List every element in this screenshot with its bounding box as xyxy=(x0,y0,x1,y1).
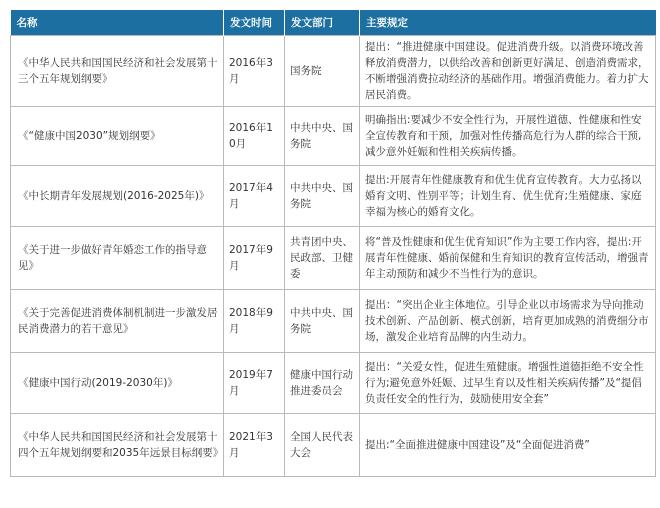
cell-content: 提出：“突出企业主体地位。引导企业以市场需求为导向推动技术创新、产品创新、模式创新，培育更加成熟的消费细分市场，激发企业培育品牌的内生动力。 xyxy=(360,290,656,353)
cell-date: 2021年3月 xyxy=(224,414,285,477)
cell-content: 将“普及性健康和优生优育知识”作为主要工作内容，提出:开展青年性健康、婚前保健和生育知识的教育宣传活动，增强青年主动预防和减少不当性行为的意识。 xyxy=(360,227,656,290)
cell-content: 明确指出:要减少不安全性行为，开展性道德、性健康和性安全宣传教育和干预，加强对性传播高危行为人群的综合干预,减少意外妊娠和性相关疾病传播。 xyxy=(360,107,656,166)
policy-table xyxy=(10,10,656,477)
table-row xyxy=(11,36,656,107)
cell-content: 提出:“全面推进健康中国建设”及“全面促进消费” xyxy=(360,414,656,477)
policy-table-container xyxy=(10,10,655,477)
cell-dept: 中共中央、国务院 xyxy=(285,107,360,166)
cell-content: 提出：“关爱女性，促进生殖健康。增强性道德拒绝不安全性行为;避免意外妊娠、过早生育以及性相关疾病传播”及“提倡负责任安全的性行为，鼓励使用安全套” xyxy=(360,353,656,414)
cell-date: 2018年9月 xyxy=(224,290,285,353)
table-row xyxy=(11,107,656,166)
header-date: 发文时间 xyxy=(224,10,285,36)
cell-date: 2017年9月 xyxy=(224,227,285,290)
cell-name: 《中长期青年发展规划(2016-2025年)》 xyxy=(11,166,224,227)
table-row xyxy=(11,166,656,227)
cell-name: 《中华人民共和国国民经济和社会发展第十三个五年规划纲要》 xyxy=(11,36,224,107)
cell-dept: 共青团中央、民政部、卫健委 xyxy=(285,227,360,290)
cell-date: 2019年7月 xyxy=(224,353,285,414)
table-header-row xyxy=(11,10,656,36)
cell-dept: 中共中央、国务院 xyxy=(285,290,360,353)
cell-name: 《健康中国行动(2019-2030年)》 xyxy=(11,353,224,414)
header-content: 主要规定 xyxy=(360,10,656,36)
header-name: 名称 xyxy=(11,10,224,36)
cell-date: 2016年10月 xyxy=(224,107,285,166)
cell-name: 《关于进一步做好青年婚恋工作的指导意见》 xyxy=(11,227,224,290)
table-row xyxy=(11,227,656,290)
header-dept: 发文部门 xyxy=(285,10,360,36)
cell-content: 提出:开展青年性健康教育和优生优育宣传教育。大力弘扬以婚育文明、性别平等；计划生育、优生优育;生殖健康、家庭幸福为核心的婚育文化。 xyxy=(360,166,656,227)
cell-content: 提出：“推进健康中国建设。促进消费升级。以消费环境改善释放消费潜力，以供给改善和创新更好满足、创造消费需求，不断增强消费拉动经济的基础作用。增强消费能力。着力扩大居民消费。 xyxy=(360,36,656,107)
table-row xyxy=(11,414,656,477)
cell-name: 《中华人民共和国国民经济和社会发展第十四个五年规划纲要和2035年远景目标纲要》 xyxy=(11,414,224,477)
cell-name: 《“健康中国2030”规划纲要》 xyxy=(11,107,224,166)
cell-date: 2016年3月 xyxy=(224,36,285,107)
cell-dept: 国务院 xyxy=(285,36,360,107)
cell-dept: 中共中央、国务院 xyxy=(285,166,360,227)
table-row xyxy=(11,353,656,414)
cell-name: 《关于完善促进消费体制机制进一步激发居民消费潜力的若干意见》 xyxy=(11,290,224,353)
table-row xyxy=(11,290,656,353)
cell-dept: 健康中国行动推进委员会 xyxy=(285,353,360,414)
cell-date: 2017年4月 xyxy=(224,166,285,227)
cell-dept: 全国人民代表大会 xyxy=(285,414,360,477)
